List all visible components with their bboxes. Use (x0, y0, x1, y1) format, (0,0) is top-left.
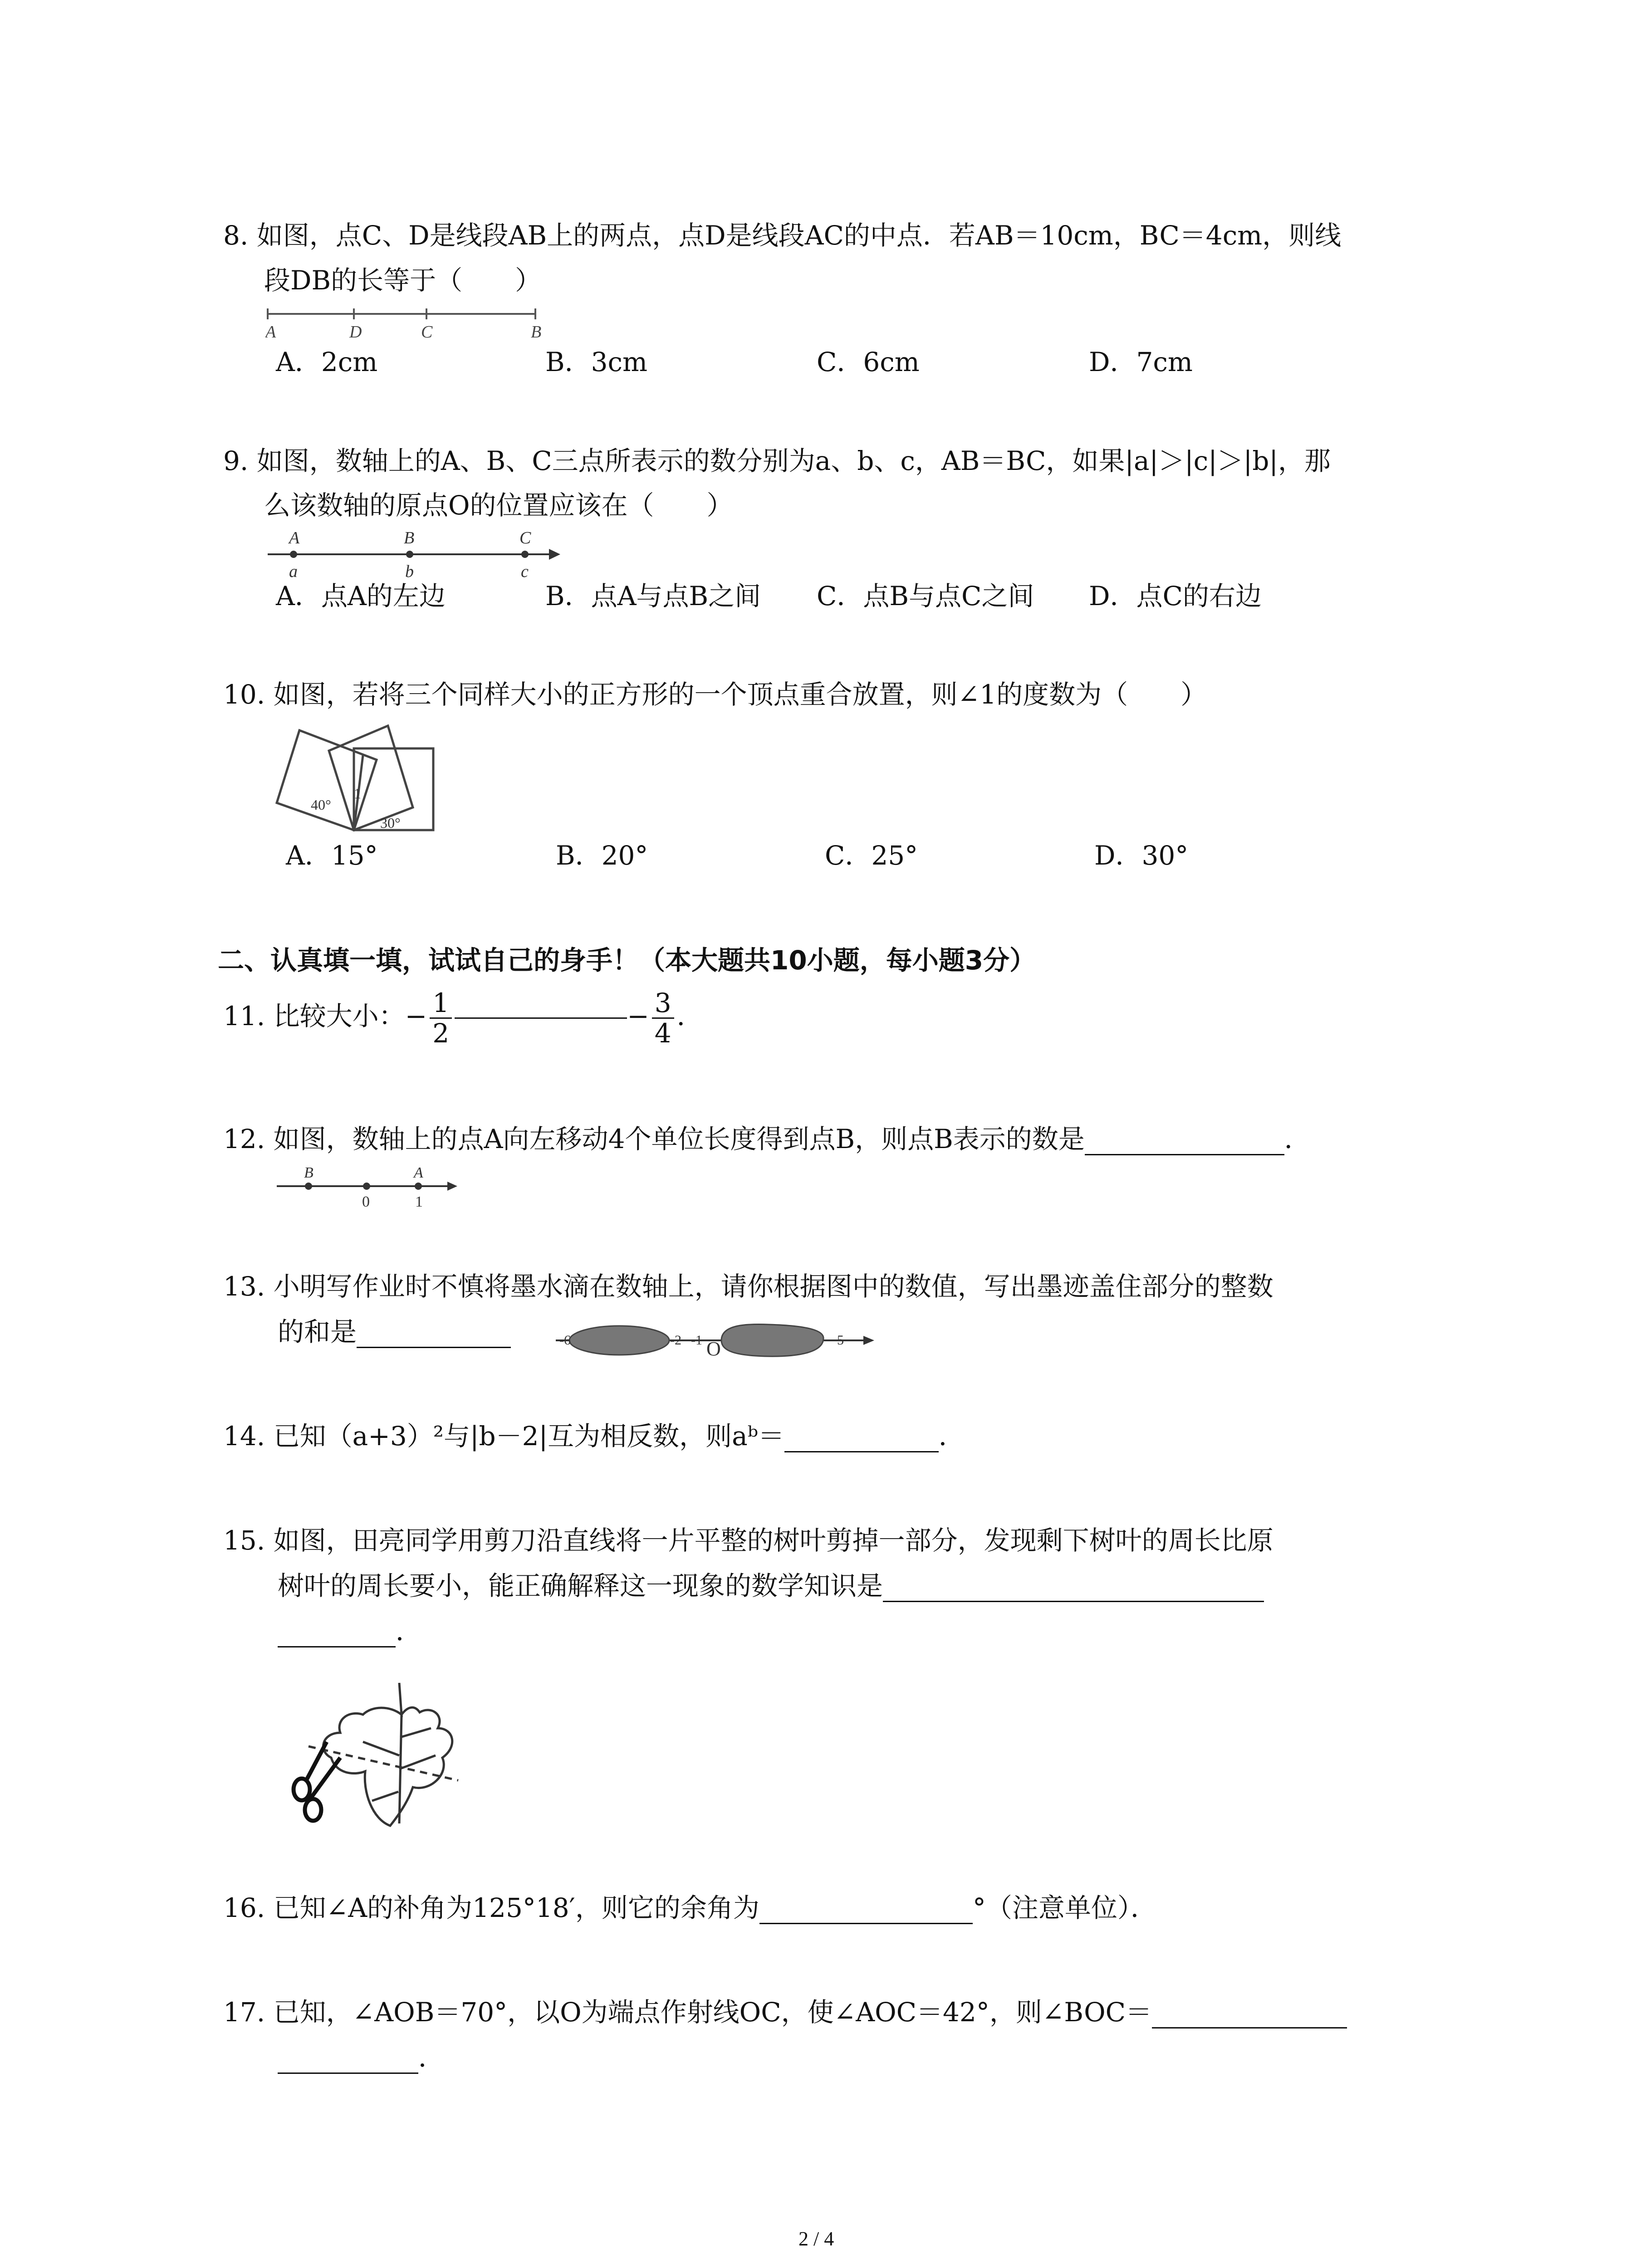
q9-option-b[interactable]: B．点A与点B之间 (545, 581, 761, 611)
svg-text:C: C (519, 528, 531, 547)
q8-option-a[interactable]: A．2cm (276, 347, 378, 377)
q17-answer-blank-continued[interactable] (278, 2047, 418, 2074)
svg-text:1: 1 (415, 1193, 423, 1210)
q8-point-c: C (421, 323, 433, 341)
q15-line2: 树叶的周长要小，能正确解释这一现象的数学知识是 (278, 1569, 1264, 1602)
q10-option-c[interactable]: C．25° (825, 840, 918, 871)
q9-option-a[interactable]: A．点A的左边 (276, 581, 446, 611)
q10-option-d[interactable]: D．30° (1094, 840, 1189, 871)
q14-line1: 14. 已知（a+3）²与|b－2|互为相反数，则aᵇ＝ ． (223, 1421, 965, 1452)
q12-answer-blank[interactable] (1085, 1129, 1284, 1155)
q11-fraction-1: $\frac{1}{2}$ (430, 988, 452, 1048)
q15-line1: 15. 如图，田亮同学用剪刀沿直线将一片平整的树叶剪掉一部分，发现剩下树叶的周长比原 (223, 1525, 1274, 1556)
q10-option-a[interactable]: A．15° (286, 840, 378, 871)
svg-text:a: a (289, 562, 298, 581)
q16-answer-blank[interactable] (759, 1897, 973, 1924)
q15-leaf-scissors-figure (281, 1678, 463, 1842)
svg-text:-2: -2 (670, 1333, 681, 1348)
q14-answer-blank[interactable] (784, 1426, 939, 1452)
q13-answer-blank[interactable] (357, 1321, 511, 1348)
svg-text:A: A (414, 1164, 423, 1181)
q16-line1: 16. 已知∠A的补角为125°18′，则它的余角为 °（注意单位）． (223, 1892, 1157, 1923)
q13-line2: 的和是 (278, 1315, 511, 1348)
q17-answer-blank[interactable] (1152, 2002, 1347, 2028)
q9-line2: 么该数轴的原点O的位置应该在（ ） (264, 490, 733, 521)
q11-fraction-2: $\frac{3}{4}$ (652, 988, 674, 1048)
q17-line2: ． (278, 2041, 445, 2074)
svg-text:O: O (706, 1338, 721, 1360)
q8-segment-figure (265, 305, 547, 341)
q13-inkblot-number-line (547, 1315, 878, 1365)
scissors-icon (294, 1742, 340, 1821)
svg-text:B: B (404, 528, 415, 547)
svg-text:A: A (289, 528, 300, 547)
q8-point-b: B (531, 323, 542, 341)
q8-option-d[interactable]: D．7cm (1089, 347, 1193, 377)
q8-line1: 8. 如图，点C、D是线段AB上的两点，点D是线段AC的中点．若AB＝10cm，BC＝4cm，则线 (223, 220, 1342, 251)
q15-answer-blank[interactable] (883, 1575, 1264, 1602)
svg-text:40°: 40° (311, 797, 331, 813)
q9-number-line (265, 526, 565, 585)
q9-line1: 9. 如图，数轴上的A、B、C三点所表示的数分别为a、b、c，AB＝BC，如果|a|＞|c|＞|b|，那 (223, 445, 1331, 476)
q10-option-b[interactable]: B．20° (556, 840, 648, 871)
section2-title: 二、认真填一填，试试自己的身手！（本大题共10小题，每小题3分） (218, 945, 1036, 976)
svg-text:-1: -1 (691, 1333, 702, 1348)
q8-option-c[interactable]: C．6cm (817, 347, 920, 377)
q11-answer-blank[interactable] (455, 1017, 627, 1019)
q8-point-a: A (265, 323, 276, 341)
q11-line: 11. 比较大小：− $\frac{1}{2}$ − $\frac{3}{4}$ ． (223, 987, 703, 1049)
svg-text:b: b (405, 562, 414, 581)
svg-text:5: 5 (837, 1333, 844, 1348)
q9-option-c[interactable]: C．点B与点C之间 (817, 581, 1034, 611)
svg-text:B: B (304, 1164, 314, 1181)
q13-line1: 13. 小明写作业时不慎将墨水滴在数轴上，请你根据图中的数值，写出墨迹盖住部分的整数 (223, 1271, 1274, 1302)
svg-text:0: 0 (362, 1193, 370, 1210)
q9-option-d[interactable]: D．点C的右边 (1089, 581, 1262, 611)
svg-text:30°: 30° (380, 815, 401, 831)
q15-line3: ． (278, 1615, 422, 1647)
q12-number-line (272, 1161, 463, 1211)
q8-point-d: D (349, 323, 362, 341)
q10-squares-figure (272, 719, 445, 839)
q12-line1: 12. 如图，数轴上的点A向左移动4个单位长度得到点B，则点B表示的数是 ． (223, 1124, 1311, 1154)
svg-text:c: c (521, 562, 529, 581)
q15-answer-blank-continued[interactable] (278, 1621, 396, 1647)
q8-option-b[interactable]: B．3cm (545, 347, 648, 377)
q17-line1: 17. 已知，∠AOB＝70°，以O为端点作射线OC，使∠AOC＝42°，则∠BOC＝ (223, 1996, 1347, 2028)
svg-text:1: 1 (354, 785, 361, 802)
q8-line2: 段DB的长等于（ ） (264, 265, 542, 296)
page-number: 2 / 4 (798, 2228, 834, 2250)
svg-text:-6: -6 (559, 1333, 571, 1348)
q10-line1: 10. 如图，若将三个同样大小的正方形的一个顶点重合放置，则∠1的度数为（ ） (223, 679, 1207, 710)
